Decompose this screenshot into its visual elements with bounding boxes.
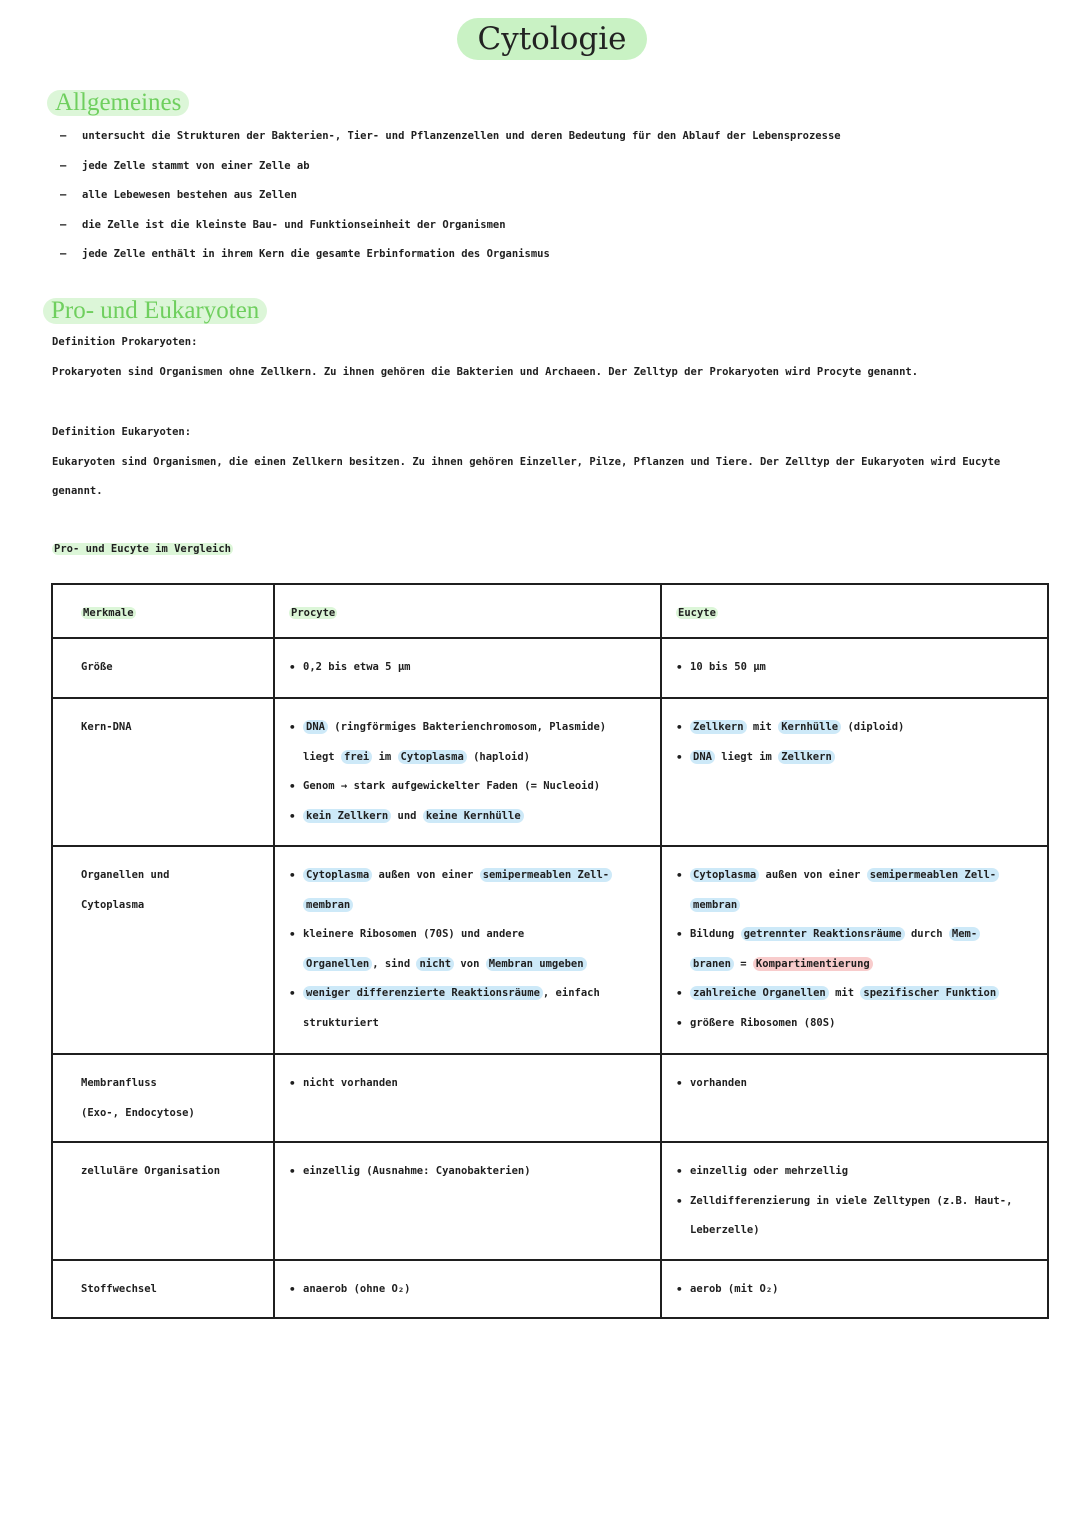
row-label: Stoffwechsel <box>52 1260 274 1318</box>
compare-label-text: Pro- und Eucyte im Vergleich <box>54 543 232 555</box>
highlight: Kompartimentierung <box>753 957 873 971</box>
text: und <box>397 809 417 822</box>
dash-icon: – <box>60 130 67 142</box>
highlight: Zellkern <box>778 750 835 764</box>
text: durch <box>910 928 943 941</box>
list-item <box>60 242 841 272</box>
eucyte-cell <box>661 1260 1048 1318</box>
highlight: kein Zellkern <box>303 809 391 823</box>
list-item: • nicht vorhanden <box>289 1069 646 1099</box>
list-item-text: jede Zelle enthält in ihrem Kern die gesamte Erbinformation des Organismus <box>82 248 550 261</box>
highlight: nicht <box>416 957 454 971</box>
list-item: • 10 bis 50 µm <box>676 653 1033 683</box>
highlight: zahlreiche Organellen <box>690 986 829 1000</box>
list-item <box>676 1187 1033 1246</box>
highlight: Cytoplasma <box>303 868 372 882</box>
dash-icon: – <box>60 189 67 202</box>
list-item-text: untersucht die Strukturen der Bakterien-, Tier- und Pflanzenzellen und deren Bedeutung für den Ablauf der Lebensprozesse <box>82 130 841 142</box>
highlight: membran <box>690 898 740 912</box>
row-label: Kern-DNA <box>52 698 274 846</box>
list-item-text: alle Lebewesen bestehen aus Zellen <box>82 189 297 202</box>
highlight: Cytoplasma <box>690 868 759 882</box>
page-title: Cytologie <box>457 18 647 60</box>
list-item-text: die Zelle ist die kleinste Bau- und Funktionseinheit der Organismen <box>82 218 506 231</box>
text: Membranfluss <box>81 1077 157 1089</box>
text: Zelldifferenzierung in viele Zelltypen (z.B. Haut-, <box>690 1194 1013 1207</box>
list-item <box>676 743 1033 773</box>
definition-eukaryoten-text: Eukaryoten sind Organismen, die einen Zellkern besitzen. Zu ihnen gehören Einzeller, Pilze, Pflanzen und Tiere. Der Zelltyp der Eukaryoten wird Eucyte genannt. <box>52 456 1001 497</box>
dash-icon: – <box>60 159 67 172</box>
list-item <box>289 979 646 1038</box>
section-heading-pro-eukaryoten: Pro- und Eukaryoten <box>43 298 267 324</box>
text: kleinere Ribosomen (70S) und andere <box>303 928 525 941</box>
table-row <box>52 1142 1048 1260</box>
allgemeines-list <box>60 124 841 272</box>
text: , einfach <box>542 987 600 1000</box>
list-item <box>676 861 1033 920</box>
text: Organellen und <box>81 869 170 881</box>
highlight: DNA <box>303 720 328 734</box>
section-heading-allgemeines: Allgemeines <box>47 90 189 116</box>
header-text: Merkmale <box>83 607 134 619</box>
list-item <box>289 861 646 920</box>
procyte-cell <box>274 1142 661 1260</box>
table-row <box>52 698 1048 846</box>
dash-icon: – <box>60 248 67 261</box>
highlight: spezifischer Funktion <box>860 986 999 1000</box>
procyte-cell <box>274 1260 661 1318</box>
definition-prokaryoten-label: Definition Prokaryoten: <box>52 336 198 348</box>
list-item: • 0,2 bis etwa 5 µm <box>289 653 646 683</box>
highlight: frei <box>341 750 372 764</box>
header-text: Eucyte <box>678 607 716 619</box>
highlight: membran <box>303 898 353 912</box>
eucyte-cell <box>661 846 1048 1054</box>
procyte-cell <box>274 638 661 698</box>
list-item <box>289 920 646 979</box>
list-item <box>676 979 1033 1009</box>
highlight: Zellkern <box>690 720 747 734</box>
table-row <box>52 846 1048 1054</box>
highlight: Membran umgeben <box>486 957 587 971</box>
text: liegt <box>303 750 335 763</box>
dash-icon: – <box>60 218 67 231</box>
row-label <box>52 846 274 1054</box>
list-item: • einzellig oder mehrzellig <box>676 1157 1033 1187</box>
list-item <box>289 802 646 832</box>
list-item: • anaerob (ohne O₂) <box>289 1275 646 1305</box>
text: Leberzelle) <box>690 1224 760 1237</box>
list-item <box>676 920 1033 979</box>
list-item <box>676 713 1033 743</box>
row-label: Größe <box>52 638 274 698</box>
highlight: keine Kernhülle <box>423 809 524 823</box>
text: strukturiert <box>303 1016 379 1029</box>
text: (Exo-, Endocytose) <box>81 1106 195 1119</box>
text: Bildung <box>690 928 735 941</box>
procyte-cell <box>274 698 661 846</box>
highlight: Organellen <box>303 957 372 971</box>
row-label <box>52 1054 274 1142</box>
highlight: Kernhülle <box>778 720 841 734</box>
eucyte-cell <box>661 1054 1048 1142</box>
text: außen von einer <box>765 869 861 881</box>
highlight: weniger differenzierte Reaktionsräume <box>303 986 543 1000</box>
list-item: • aerob (mit O₂) <box>676 1275 1033 1305</box>
header-merkmale <box>52 584 274 638</box>
highlight: Cytoplasma <box>398 750 467 764</box>
text: (ringförmiges Bakterienchromosom, Plasmide) <box>334 721 607 733</box>
row-label: zelluläre Organisation <box>52 1142 274 1260</box>
comparison-table <box>51 583 1049 1319</box>
text: von <box>460 957 480 970</box>
eucyte-cell <box>661 1142 1048 1260</box>
list-item <box>60 213 841 243</box>
table-row <box>52 1054 1048 1142</box>
procyte-cell <box>274 846 661 1054</box>
header-procyte <box>274 584 661 638</box>
list-item: • Genom → stark aufgewickelter Faden (= Nucleoid) <box>289 772 646 802</box>
list-item <box>60 154 841 184</box>
compare-label <box>52 543 233 555</box>
highlight: getrennter Reaktionsräume <box>741 927 905 941</box>
highlight: semipermeablen Zell- <box>867 868 999 882</box>
procyte-cell <box>274 1054 661 1142</box>
text: = <box>740 957 747 970</box>
definition-eukaryoten-label: Definition Eukaryoten: <box>52 426 192 438</box>
text: Cytoplasma <box>81 898 145 911</box>
highlight: branen <box>690 957 734 971</box>
eucyte-cell <box>661 698 1048 846</box>
list-item: • einzellig (Ausnahme: Cyanobakterien) <box>289 1157 646 1187</box>
text: , sind <box>372 957 411 970</box>
text: außen von einer <box>378 869 474 881</box>
definition-prokaryoten-text: Prokaryoten sind Organismen ohne Zellkern. Zu ihnen gehören die Bakterien und Archaeen. Der Zelltyp der Prokaryoten wird Procyte genannt. <box>52 366 919 378</box>
table-row <box>52 1260 1048 1318</box>
highlight: Mem- <box>949 927 980 941</box>
text: mit <box>752 721 772 733</box>
highlight: semipermeablen Zell- <box>480 868 612 882</box>
text: im <box>378 750 392 763</box>
list-item-text: jede Zelle stammt von einer Zelle ab <box>82 159 310 172</box>
table-row <box>52 638 1048 698</box>
highlight: DNA <box>690 750 715 764</box>
text: (haploid) <box>473 750 530 763</box>
table-header-row <box>52 584 1048 638</box>
text: (diploid) <box>847 721 905 733</box>
list-item <box>60 124 841 154</box>
text: mit <box>835 987 855 1000</box>
header-eucyte <box>661 584 1048 638</box>
header-text: Procyte <box>291 607 336 619</box>
list-item <box>60 183 841 213</box>
eucyte-cell <box>661 638 1048 698</box>
list-item: • vorhanden <box>676 1069 1033 1099</box>
list-item <box>289 713 646 772</box>
text: liegt im <box>721 750 772 763</box>
list-item: • größere Ribosomen (80S) <box>676 1009 1033 1039</box>
